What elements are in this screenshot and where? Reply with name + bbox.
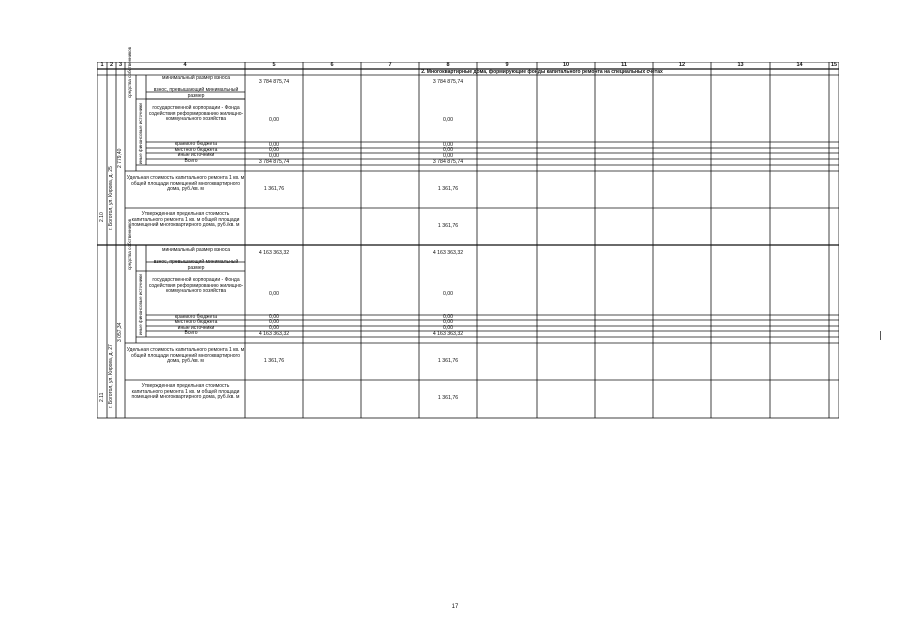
group-other-sources: иные финансовые источники bbox=[138, 274, 143, 335]
c8-unit-cost: 1 361,76 bbox=[437, 358, 459, 364]
label-regional-budget: краевого бюджета bbox=[174, 141, 218, 147]
col-header-11: 11 bbox=[621, 62, 627, 68]
label-limit-cost: Утвержденная предельная стоимость капитального ремонта 1 кв. м общей площади помещений многоквартирного дома, руб./кв. м bbox=[131, 383, 240, 401]
label-local-budget: местного бюджета bbox=[174, 147, 218, 153]
c5-local: 0,00 bbox=[268, 319, 280, 325]
col-header-14: 14 bbox=[796, 62, 803, 68]
label-fund: государственной корпорации - Фонда содействия реформированию жилищно-коммунального хозяйства bbox=[148, 277, 244, 295]
c8-local: 0,00 bbox=[442, 319, 454, 325]
label-fund: государственной корпорации - Фонда содействия реформированию жилищно-коммунального хозяйства bbox=[148, 105, 244, 123]
label-min-payment: минимальный размер взноса bbox=[162, 247, 230, 253]
col-header-6: 6 bbox=[330, 62, 334, 68]
c5-min-payment: 3 784 875,74 bbox=[258, 79, 290, 85]
col-header-5: 5 bbox=[272, 62, 276, 68]
c5-regional: 0,00 bbox=[268, 142, 280, 148]
c5-fund: 0,00 bbox=[268, 117, 280, 123]
label-other-sources: иные источники bbox=[177, 325, 215, 331]
c8-fund: 0,00 bbox=[442, 117, 454, 123]
c8-regional: 0,00 bbox=[442, 314, 454, 320]
label-other-sources: иные источники bbox=[177, 152, 215, 158]
house-address: г. Боготол, ул. Кирова, д. 25 bbox=[108, 166, 114, 230]
label-total: Всего bbox=[184, 330, 198, 336]
c5-unit-cost: 1 361,76 bbox=[263, 358, 285, 364]
label-min-payment: минимальный размер взноса bbox=[162, 75, 230, 81]
c8-other: 0,00 bbox=[442, 325, 454, 331]
col-header-8: 8 bbox=[446, 62, 450, 68]
c8-other: 0,00 bbox=[442, 153, 454, 159]
page-number: 17 bbox=[451, 604, 459, 610]
c8-min-payment: 4 163 363,32 bbox=[432, 250, 464, 256]
total-area: 2 779,40 bbox=[117, 148, 123, 168]
c8-regional: 0,00 bbox=[442, 142, 454, 148]
row-number: 2.11 bbox=[99, 392, 105, 402]
scan-edge-mark bbox=[880, 331, 881, 340]
group-other-sources: иные финансовые источники bbox=[138, 103, 143, 164]
col-header-3: 3 bbox=[118, 62, 123, 68]
group-owner-funds: средства собственников bbox=[127, 46, 132, 98]
c8-limit-cost: 1 361,76 bbox=[437, 223, 459, 229]
col-header-12: 12 bbox=[678, 62, 686, 68]
c5-other: 0,00 bbox=[268, 153, 280, 159]
col-header-9: 9 bbox=[505, 62, 509, 68]
col-header-15: 15 bbox=[830, 62, 838, 68]
c8-total: 3 784 875,74 bbox=[432, 159, 464, 165]
col-header-2: 2 bbox=[109, 62, 114, 68]
c8-total: 4 163 363,32 bbox=[432, 331, 464, 337]
c5-total: 4 163 363,32 bbox=[258, 331, 290, 337]
label-excess-payment: взнос, превышающий минимальный размер bbox=[153, 87, 239, 99]
col-header-4: 4 bbox=[183, 62, 187, 68]
c5-regional: 0,00 bbox=[268, 314, 280, 320]
col-header-1: 1 bbox=[100, 62, 104, 68]
label-regional-budget: краевого бюджета bbox=[174, 314, 218, 320]
c5-other: 0,00 bbox=[268, 325, 280, 331]
c5-local: 0,00 bbox=[268, 147, 280, 153]
c8-fund: 0,00 bbox=[442, 291, 454, 297]
c5-total: 3 784 875,74 bbox=[258, 159, 290, 165]
total-area: 3 057,34 bbox=[117, 322, 123, 342]
label-limit-cost: Утвержденная предельная стоимость капитального ремонта 1 кв. м общей площади помещений многоквартирного дома, руб./кв. м bbox=[131, 211, 240, 229]
c8-local: 0,00 bbox=[442, 147, 454, 153]
row-number: 2.10 bbox=[99, 212, 105, 222]
label-unit-cost: Удельная стоимость капитального ремонта 1 кв. м общей площади помещений многоквартирного дома, руб./кв. м bbox=[126, 175, 245, 193]
label-local-budget: местного бюджета bbox=[174, 319, 218, 325]
col-header-13: 13 bbox=[737, 62, 744, 68]
c8-unit-cost: 1 361,76 bbox=[437, 186, 459, 192]
label-total: Всего bbox=[184, 158, 198, 164]
label-unit-cost: Удельная стоимость капитального ремонта 1 кв. м общей площади помещений многоквартирного дома, руб./кв. м bbox=[126, 347, 245, 365]
c5-min-payment: 4 163 363,32 bbox=[258, 250, 290, 256]
col-header-10: 10 bbox=[562, 62, 570, 68]
c5-fund: 0,00 bbox=[268, 291, 280, 297]
section-title: 2. Многоквартирные дома, формирующие фонды капитального ремонта на специальных счетах bbox=[421, 69, 663, 75]
label-excess-payment: взнос, превышающий минимальный размер bbox=[153, 259, 239, 271]
c8-min-payment: 3 784 875,74 bbox=[432, 79, 464, 85]
c8-limit-cost: 1 361,76 bbox=[437, 395, 459, 401]
c5-unit-cost: 1 361,76 bbox=[263, 186, 285, 192]
house-address: г. Боготол, ул. Кирова, д. 27 bbox=[108, 344, 114, 408]
capital-repair-table bbox=[97, 46, 839, 419]
group-owner-funds: средства собственников bbox=[127, 218, 132, 270]
col-header-7: 7 bbox=[388, 62, 392, 68]
